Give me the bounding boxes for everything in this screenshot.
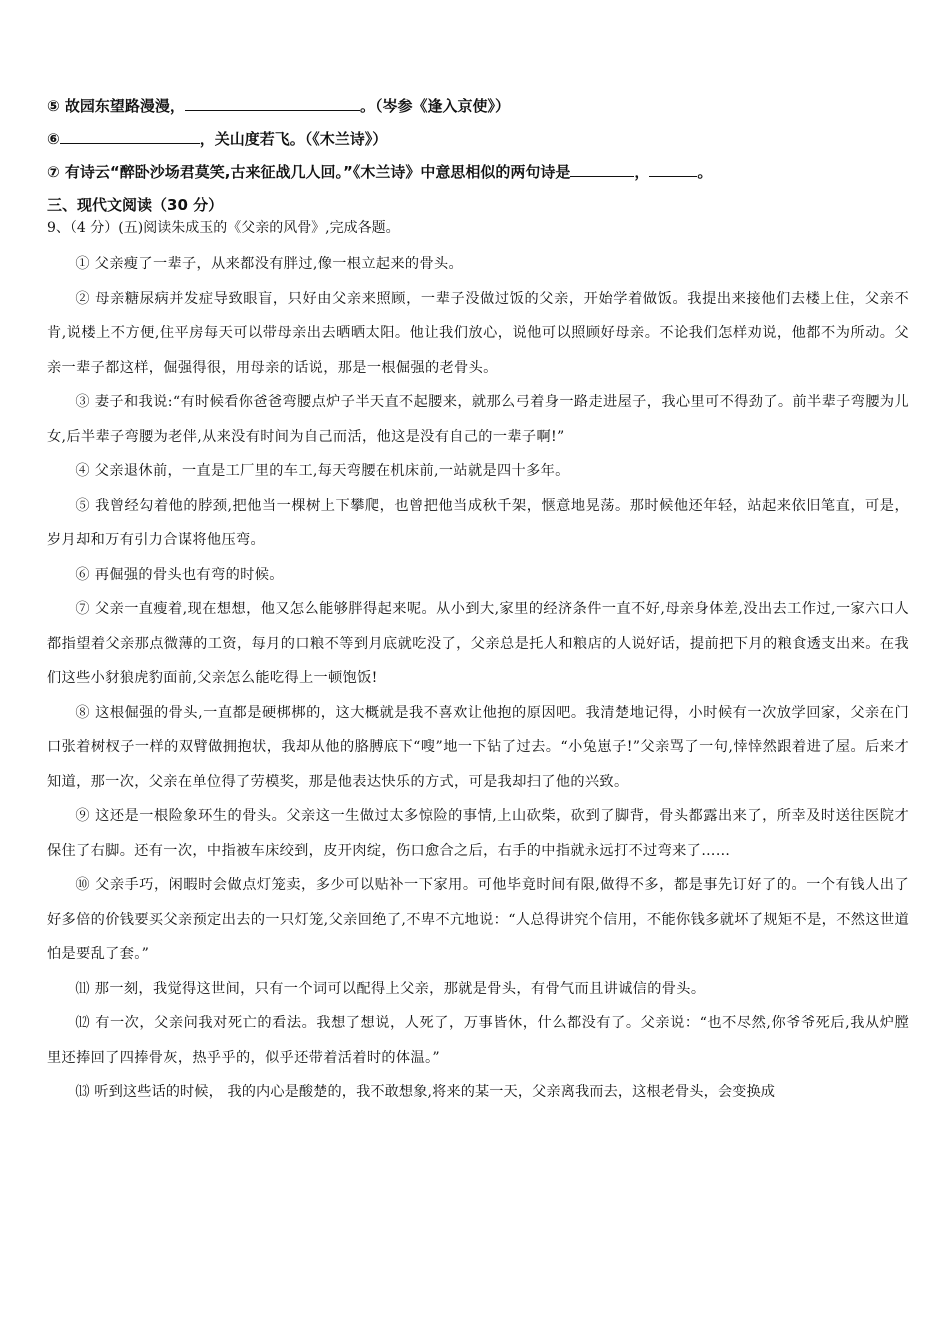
paragraph-12: ⑿ 有一次，父亲问我对死亡的看法。我想了想说，人死了，万事皆休，什么都没有了。父亲说：“也不尽然,你爷爷死后,我从炉膛里还捧回了四捧骨灰，热乎乎的，似乎还带着活着时的体温。” (47, 1015, 909, 1066)
paragraph-4: ④ 父亲退休前，一直是工厂里的车工,每天弯腰在机床前,一站就是四十多年。 (75, 463, 570, 479)
paragraph-11: ⑾ 那一刻，我觉得这世间，只有一个词可以配得上父亲，那就是骨头，有骨气而且讲诚信的骨头。 (75, 980, 706, 997)
paragraph-9: ⑨ 这还是一根险象环生的骨头。父亲这一生做过太多惊险的事情,上山砍柴，砍到了脚背，骨头都露出来了，所幸及时送往医院才保住了右脚。还有一次，中指被车床绞到，皮开肉绽，伤口愈合之后，右手的中指就永远打不过弯来了…… (47, 808, 909, 859)
document-page (47, 96, 909, 1110)
line-7-end: 。 (697, 163, 713, 181)
line-6-prefix: ⑥ (47, 130, 60, 148)
paragraph-1: ① 父亲瘦了一辈子，从来都没有胖过,像一根立起来的骨头。 (75, 256, 464, 272)
paragraph-2: ② 母亲糖尿病并发症导致眼盲，只好由父亲来照顾，一辈子没做过饭的父亲，开始学着做饭。我提出来接他们去楼上住，父亲不肯,说楼上不方便,住平房每天可以带母亲出去晒晒太阳。他让我们放心，说他可以照顾好母亲。不论我们怎样劝说，他都不为所动。父亲一辈子都这样，倔强得很，用母亲的话说，那是一根倔强的老骨头。 (47, 290, 909, 376)
question-heading: 9、（4 分）(五)阅读朱成玉的《父亲的风骨》,完成各题。 (47, 220, 400, 236)
paragraph-7: ⑦ 父亲一直瘦着,现在想想，他又怎么能够胖得起来呢。从小到大,家里的经济条件一直不好,母亲身体差,没出去工作过,一家六口人都指望着父亲那点微薄的工资，每月的口粮不等到月底就吃没了，父亲总是托人和粮店的人说好话，提前把下月的粮食透支出来。在我们这些小豺狼虎豹面前,父亲怎么能吃得上一顿饱饭! (47, 601, 909, 686)
paragraph-13: ⒀ 听到这些话的时候， 我的内心是酸楚的，我不敢想象,将来的某一天，父亲离我而去，这根老骨头，会变换成 (75, 1084, 776, 1100)
answer-blank-6[interactable] (60, 129, 200, 144)
line-6-suffix: ，关山度若飞。（《木兰诗》） (199, 130, 388, 148)
paragraph-6: ⑥ 再倔强的骨头也有弯的时候。 (75, 566, 284, 583)
answer-blank-7b[interactable] (649, 162, 697, 177)
line-5-suffix: 。（岑参《逢入京使》） (359, 97, 510, 115)
paragraph-10: ⑩ 父亲手巧，闲暇时会做点灯笼卖，多少可以贴补一下家用。可他毕竟时间有限,做得不多，都是事先订好了的。一个有钱人出了好多倍的价钱要买父亲预定出去的一只灯笼,父亲回绝了,不卑不亢地说：“人总得讲究个信用，不能你钱多就坏了规矩不是，不然这世道怕是要乱了套。” (47, 877, 909, 962)
fill-in-line-5 (47, 96, 909, 116)
fill-in-line-6 (47, 129, 909, 149)
section-title: 三、现代文阅读（30 分） (47, 196, 224, 214)
fill-in-line-7 (47, 162, 909, 182)
line-5-text: ⑤ 故园东望路漫漫， (47, 97, 185, 115)
answer-blank-5[interactable] (185, 96, 360, 111)
paragraph-3: ③ 妻子和我说:“有时候看你爸爸弯腰点炉子半天直不起腰来，就那么弓着身一路走进屋子，我心里可不得劲了。前半辈子弯腰为儿女,后半辈子弯腰为老伴,从来没有时间为自己而活，他这是没有自己的一辈子啊!” (47, 394, 909, 445)
line-7-text: ⑦ 有诗云“醉卧沙场君莫笑,古来征战几人回。”《木兰诗》中意思相似的两句诗是 (47, 163, 571, 181)
line-7-sep: ， (634, 163, 650, 181)
article-body (47, 247, 909, 1110)
answer-blank-7a[interactable] (570, 162, 634, 177)
paragraph-8: ⑧ 这根倔强的骨头,一直都是硬梆梆的，这大概就是我不喜欢让他抱的原因吧。我清楚地记得，小时候有一次放学回家，父亲在门口张着树杈子一样的双臂做拥抱状，我却从他的胳膊底下“嗖”地一下钻了过去。“小兔崽子!”父亲骂了一句,悻悻然跟着进了屋。后来才知道，那一次，父亲在单位得了劳模奖，那是他表达快乐的方式，可是我却扫了他的兴致。 (47, 704, 909, 790)
paragraph-5: ⑤ 我曾经勾着他的脖颈,把他当一棵树上下攀爬，也曾把他当成秋千架，惬意地晃荡。那时候他还年轻，站起来依旧笔直，可是，岁月却和万有引力合谋将他压弯。 (47, 497, 909, 548)
